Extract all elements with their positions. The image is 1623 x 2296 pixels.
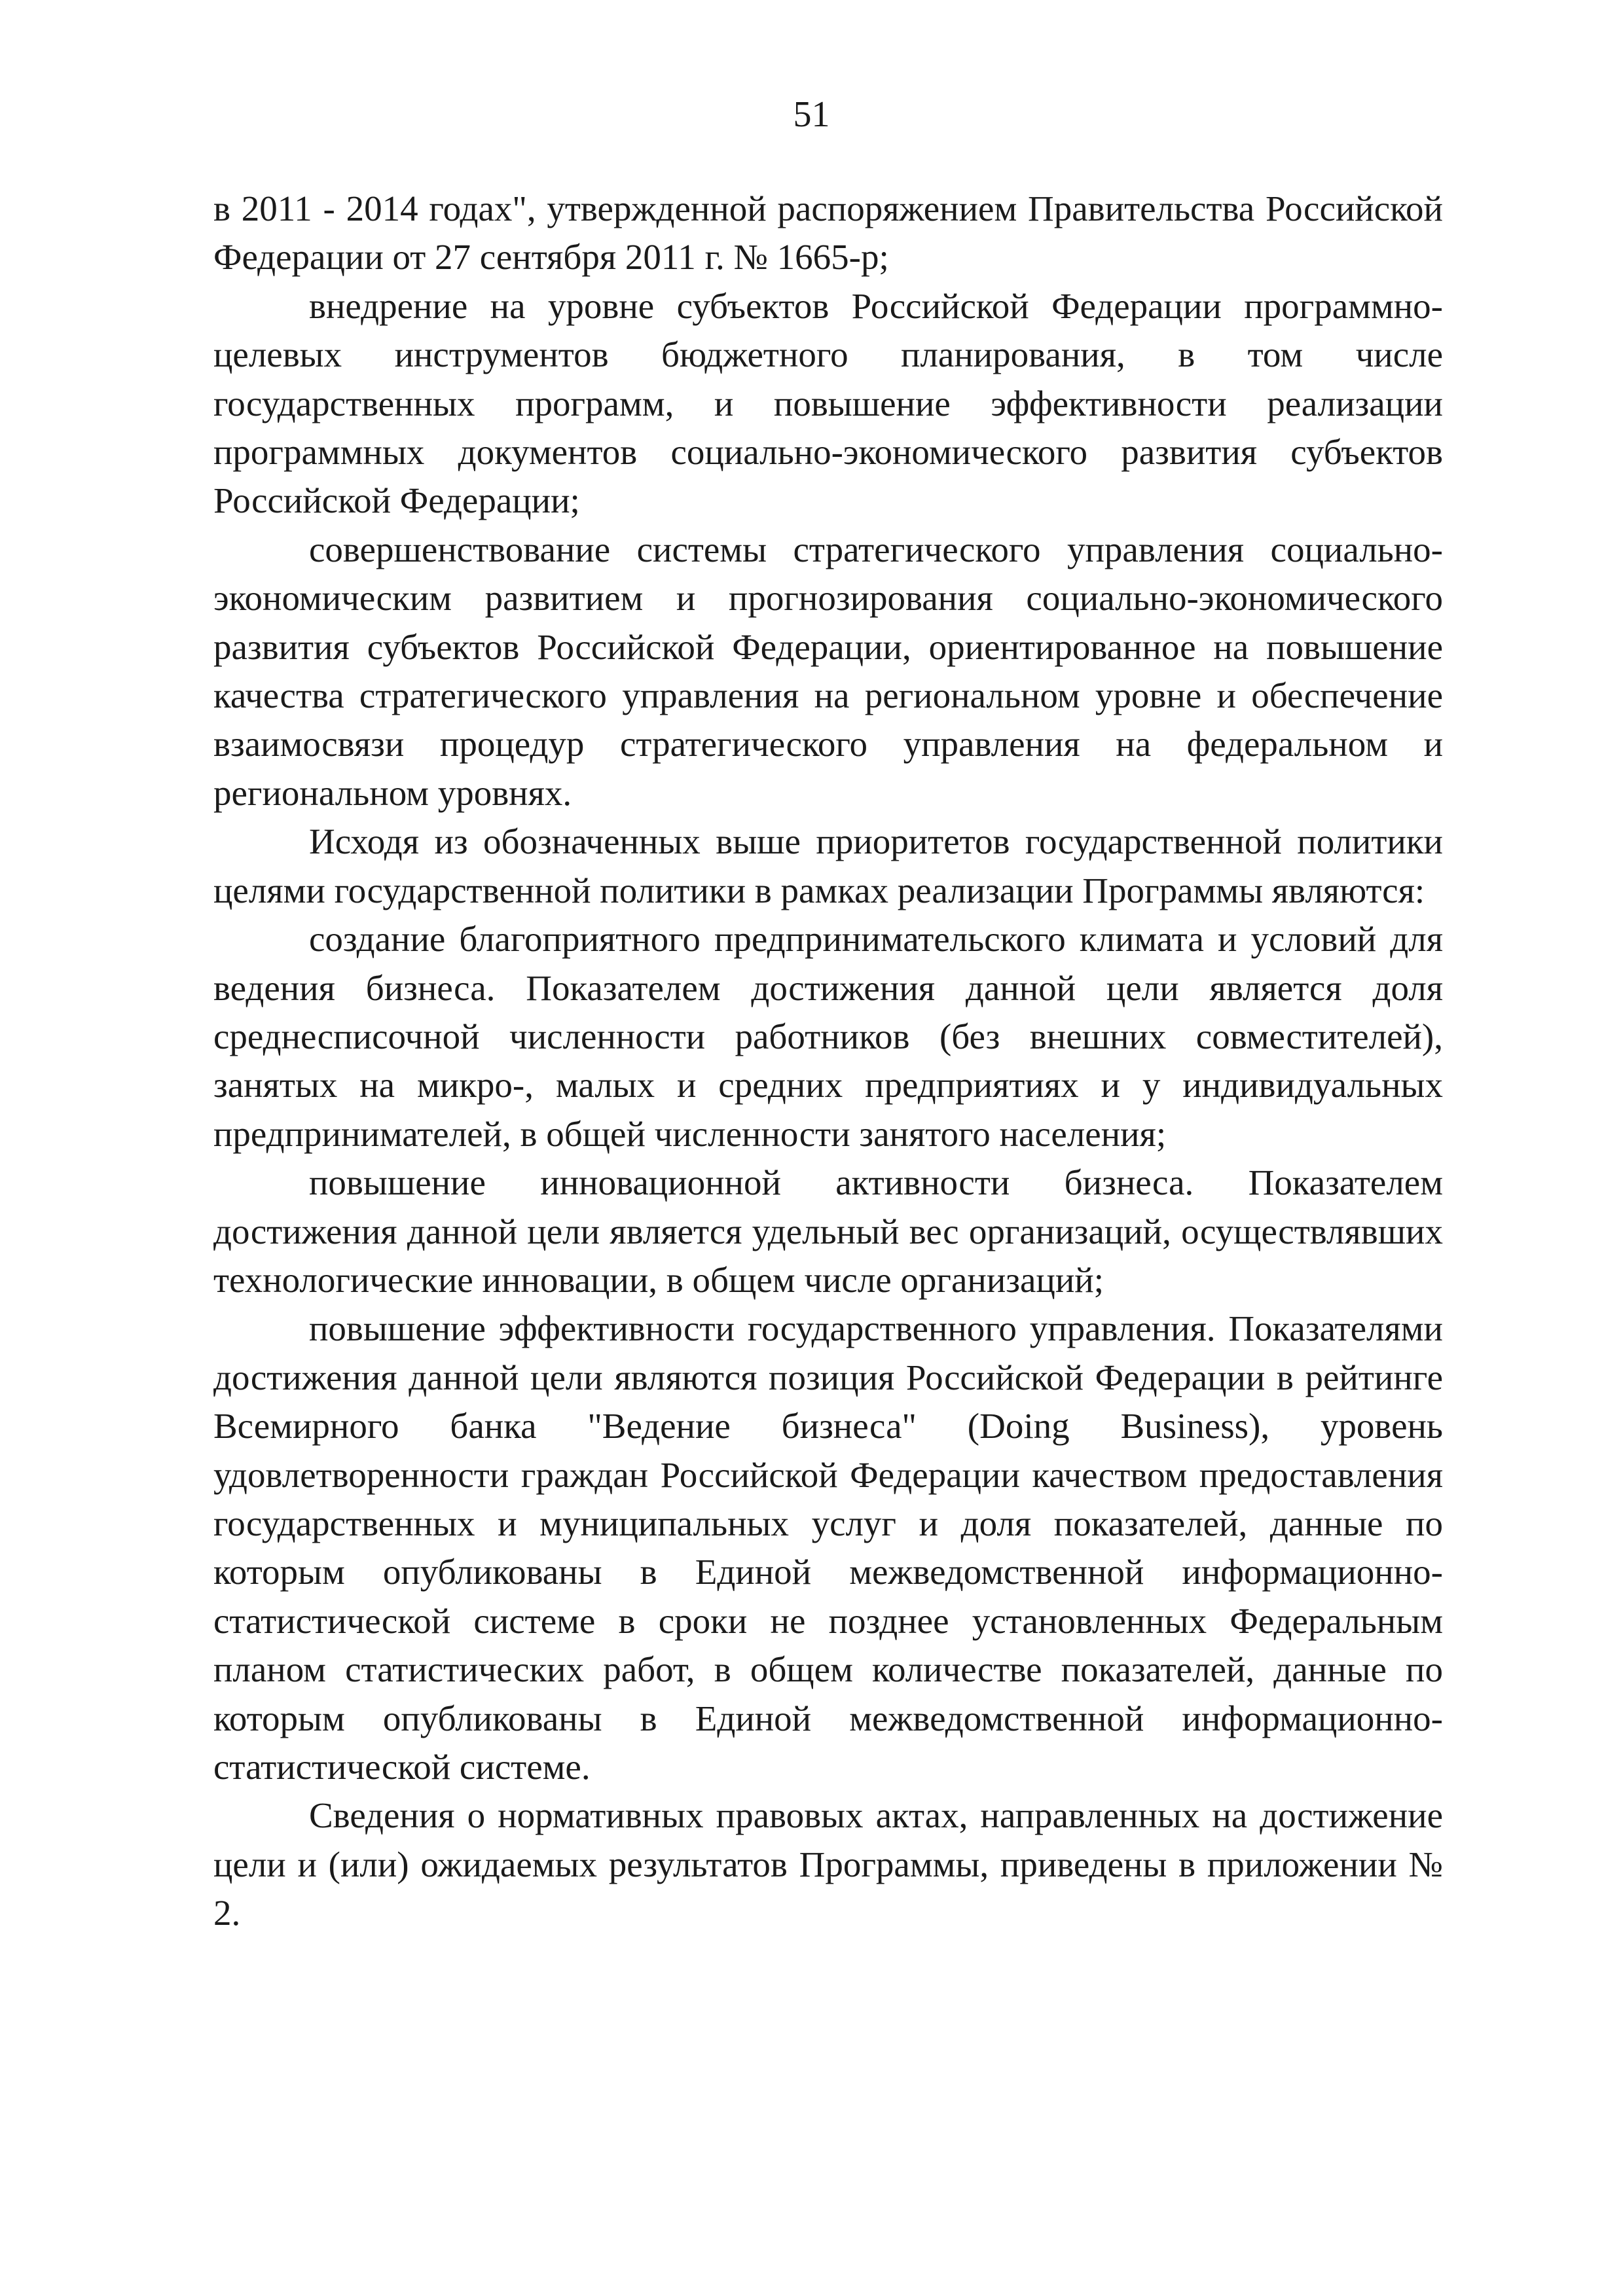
document-body [213,185,1443,1938]
paragraph-business-climate: создание благоприятного предпринимательского климата и условий для ведения бизнеса. Показателем достижения данной цели является доля среднесписочной численности работников (без внешних совместителей), занятых на микро-, малых и средних предприятиях и у индивидуальных предпринимателей, в общей численности занятого населения; [213,919,1443,1154]
paragraph-policy-goals-intro: Исходя из обозначенных выше приоритетов государственной политики целями государственной политики в рамках реализации Программы являются: [213,821,1443,910]
paragraph-normative-acts: Сведения о нормативных правовых актах, направленных на достижение цели и (или) ожидаемых результатов Программы, приведены в приложении № 2. [213,1795,1443,1933]
paragraph-innovation-activity: повышение инновационной активности бизнеса. Показателем достижения данной цели является удельный вес организаций, осуществлявших технологические инновации, в общем числе организаций; [213,1162,1443,1300]
paragraph-public-administration: повышение эффективности государственного управления. Показателями достижения данной цели являются позиция Российской Федерации в рейтинге Всемирного банка "Ведение бизнеса" (Doing Business), уровень удовлетворенности граждан Российской Федерации качеством предоставления государственных и муниципальных услуг и доля показателей, данные по которым опубликованы в Единой межведомственной информационно-статистической системе в сроки не позднее установленных Федеральным планом статистических работ, в общем количестве показателей, данные по которым опубликованы в Единой межведомственной информационно-статистической системе. [213,1308,1443,1787]
paragraph-continuation: в 2011 - 2014 годах", утвержденной распоряжением Правительства Российской Федерации от 27 сентября 2011 г. № 1665-р; [213,188,1443,278]
paragraph-strategic-management: совершенствование системы стратегического управления социально-экономическим развитием и прогнозирования социально-экономического развития субъектов Российской Федерации, ориентированное на повышение качества стратегического управления на региональном уровне и обеспечение взаимосвязи процедур стратегического управления на федеральном и региональном уровнях. [213,529,1443,813]
page-number: 51 [793,94,830,135]
paragraph-program-target-tools: внедрение на уровне субъектов Российской Федерации программно-целевых инструментов бюджетного планирования, в том числе государственных программ, и повышение эффективности реализации программных документов социально-экономического развития субъектов Российской Федерации; [213,285,1443,521]
